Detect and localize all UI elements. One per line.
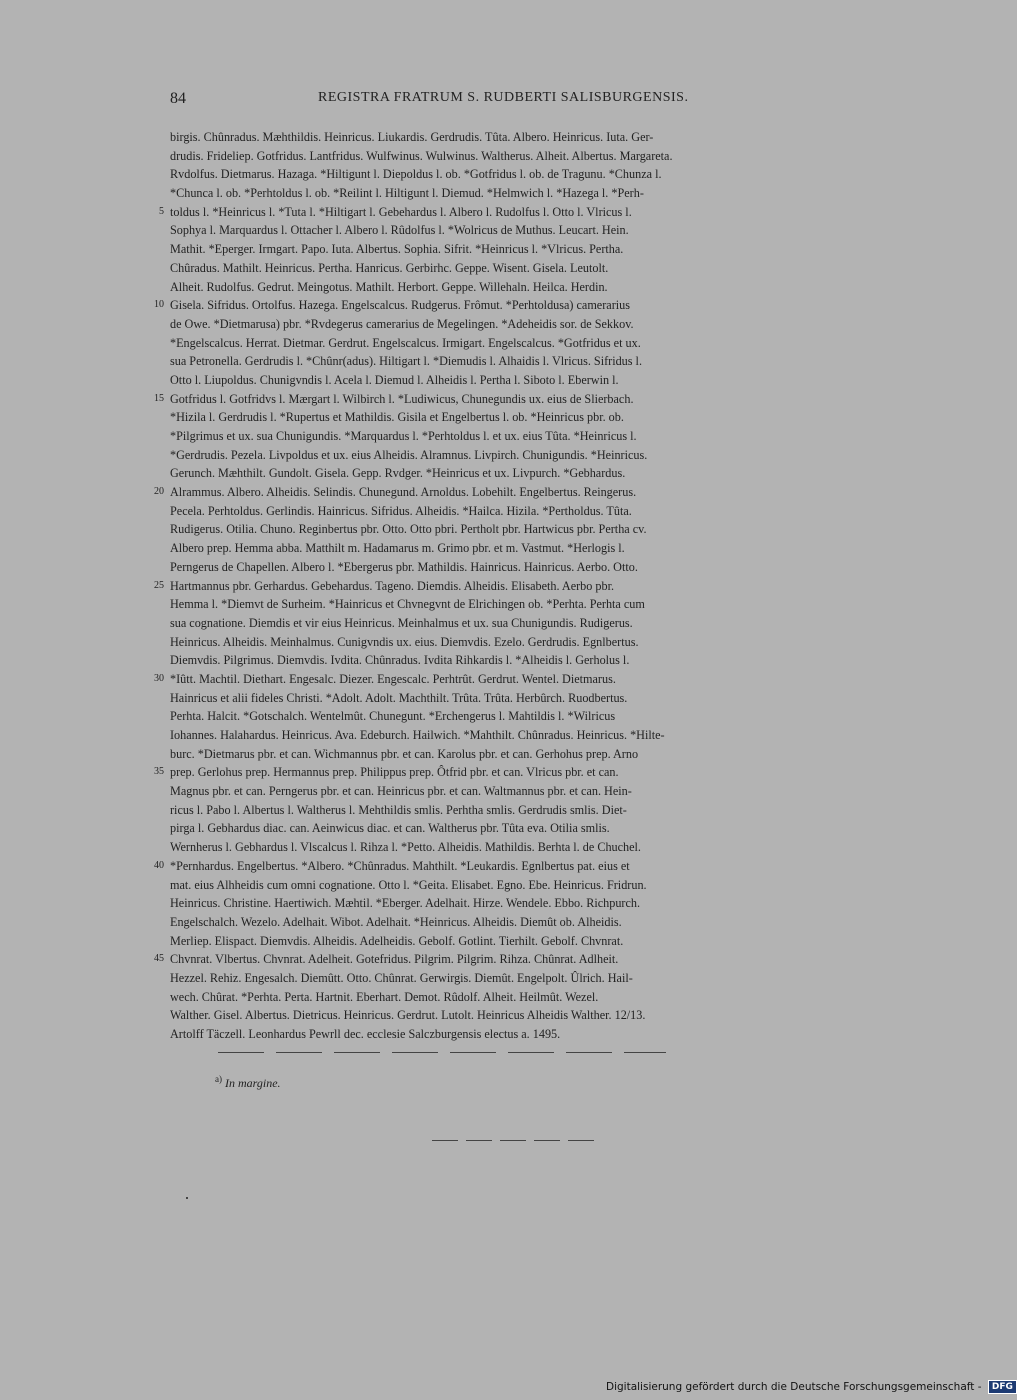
text-line [170, 1025, 880, 1044]
line-text: *Pernhardus. Engelbertus. *Albero. *Chûnradus. Mahthilt. *Leukardis. Egnlbertus pat. eius et [170, 858, 630, 873]
line-number: 25 [154, 579, 164, 591]
credit-text: Digitalisierung gefördert durch die Deutsche Forschungsgemeinschaft - [606, 1381, 982, 1393]
line-text: Heinricus. Christine. Haertiwich. Mæhtil. *Eberger. Adelhait. Hirze. Wendele. Ebbo. Richpurch. [170, 896, 641, 911]
line-text: wech. Chûrat. *Perhta. Perta. Hartnit. Eberhart. Demot. Rûdolf. Alheit. Heilmût. Wezel. [170, 989, 599, 1004]
line-text: Gotfridus l. Gotfridvs l. Mærgart l. Wilbirch l. *Ludiwicus, Chunegundis ux. eius de Slierbach. [170, 391, 634, 406]
line-text: sua cognatione. Diemdis et vir eius Heinricus. Meinhalmus et ux. sua Chunigundis. Rudigerus. [170, 615, 633, 630]
text-line [170, 315, 880, 334]
stray-mark [186, 1197, 188, 1199]
line-text: Hezzel. Rehiz. Engesalch. Diemûtt. Otto. Chûnrat. Gerwirgis. Diemût. Engelpolt. Ûlrich. Hail- [170, 970, 633, 985]
text-line [154, 390, 880, 409]
line-text: *Iûtt. Machtil. Diethart. Engesalc. Diezer. Engescalc. Perhtrût. Gerdrut. Wentel. Dietmarus. [170, 671, 616, 686]
text-line [170, 259, 880, 278]
line-text: *Chunca l. ob. *Perhtoldus l. ob. *Reilint l. Hiltigunt l. Diemud. *Helmwich l. *Hazega l. *Perh- [170, 186, 644, 201]
text-end-rule [218, 1052, 666, 1053]
line-text: Artolff Täczell. Leonhardus Pewrll dec. ecclesie Salczburgensis electus a. 1495. [170, 1027, 561, 1041]
running-title: REGISTRA FRATRUM S. RUDBERTI SALISBURGENSIS. [318, 90, 689, 105]
text-line [154, 577, 880, 596]
text-line [170, 969, 880, 988]
text-line [154, 950, 880, 969]
text-line [170, 464, 880, 483]
line-number: 20 [154, 486, 164, 498]
text-line [170, 689, 880, 708]
line-text: Sophya l. Marquardus l. Ottacher l. Albero l. Rûdolfus l. *Wolricus de Muthus. Leucart. Hein. [170, 223, 629, 238]
page-end-rule [432, 1140, 602, 1141]
text-line [170, 614, 880, 633]
text-line [170, 502, 880, 521]
text-line [170, 539, 880, 558]
line-text: *Pilgrimus et ux. sua Chunigundis. *Marquardus l. *Perhtoldus l. et ux. eius Tûta. *Heinricus l. [170, 429, 637, 443]
text-line [170, 371, 880, 390]
line-text: Gisela. Sifridus. Ortolfus. Hazega. Engelscalcus. Rudgerus. Frômut. *Perhtoldusa) camerarius [170, 298, 630, 313]
text-line [170, 838, 880, 857]
line-text: drudis. Frideliep. Gotfridus. Lantfridus. Wulfwinus. Wulwinus. Waltherus. Alheit. Albertus. Margareta. [170, 148, 673, 163]
footnote [215, 1074, 281, 1091]
text-line [154, 296, 880, 315]
text-line [170, 595, 880, 614]
line-text: mat. eius Alhheidis cum omni cognatione. Otto l. *Geita. Elisabet. Egno. Ebe. Heinricus. Fridrun. [170, 877, 647, 892]
text-line [170, 932, 880, 951]
line-text: Merliep. Elispact. Diemvdis. Alheidis. Adelheidis. Gebolf. Gotlint. Tierhilt. Gebolf. Chvnrat. [170, 933, 624, 948]
line-text: Hainricus et alii fideles Christi. *Adolt. Adolt. Machthilt. Trûta. Trûta. Herbûrch. Ruodbertus. [170, 690, 628, 705]
text-line [170, 352, 880, 371]
line-text: Hemma l. *Diemvt de Surheim. *Hainricus et Chvnegvnt de Elrichingen ob. *Perhta. Perhta cum [170, 597, 645, 612]
line-number: 45 [154, 953, 164, 965]
text-line [170, 745, 880, 764]
line-number: 5 [159, 205, 164, 217]
text-line [170, 221, 880, 240]
text-line [170, 876, 880, 895]
dfg-logo: DFG [988, 1380, 1017, 1394]
text-line [170, 334, 880, 353]
line-number: 40 [154, 859, 164, 871]
line-text: Hartmannus pbr. Gerhardus. Gebehardus. Tageno. Diemdis. Alheidis. Elisabeth. Aerbo pbr. [170, 578, 615, 593]
text-line [170, 240, 880, 259]
text-line [170, 408, 880, 427]
text-line [159, 203, 880, 222]
text-line [170, 278, 880, 297]
line-text: Engelschalch. Wezelo. Adelhait. Wibot. Adelhait. *Heinricus. Alheidis. Diemût ob. Alheidis. [170, 914, 622, 929]
text-line [170, 427, 880, 446]
text-line [170, 782, 880, 801]
text-line [170, 446, 880, 465]
line-text: Chûradus. Mathilt. Heinricus. Pertha. Hanricus. Gerbirhc. Geppe. Wisent. Gisela. Leutolt. [170, 260, 609, 275]
text-line [170, 520, 880, 539]
line-text: de Owe. *Dietmarusa) pbr. *Rvdegerus camerarius de Megelingen. *Adeheidis sor. de Sekkov. [170, 316, 634, 331]
line-text: Chvnrat. Vlbertus. Chvnrat. Adelheit. Gotefridus. Pilgrim. Pilgrim. Rihza. Chûnrat. Adlheit. [170, 952, 619, 967]
line-text: Albero prep. Hemma abba. Matthilt m. Hadamarus m. Grimo pbr. et m. Vastmut. *Herlogis l. [170, 541, 625, 556]
line-text: Gerunch. Mæhthilt. Gundolt. Gisela. Gepp. Rvdger. *Heinricus et ux. Livpurch. *Gebhardus. [170, 466, 626, 481]
line-text: Heinricus. Alheidis. Meinhalmus. Cunigvndis ux. eius. Diemvdis. Ezelo. Gerdrudis. Egnlbertus. [170, 634, 639, 649]
line-text: *Gerdrudis. Pezela. Livpoldus et ux. eius Alheidis. Alramnus. Livpirch. Chunigundis. *Heinricus. [170, 447, 648, 462]
main-text-block [154, 128, 880, 1044]
digitization-credit [606, 1380, 1017, 1394]
line-text: ricus l. Pabo l. Albertus l. Waltherus l. Mehthildis smlis. Perhtha smlis. Gerdrudis smlis. Diet- [170, 802, 627, 817]
line-text: Mathit. *Eperger. Irmgart. Papo. Iuta. Albertus. Sophia. Sifrit. *Heinricus l. *Vlricus. Pertha. [170, 242, 624, 257]
text-line [170, 1006, 880, 1025]
line-number: 10 [154, 299, 164, 311]
line-number: 35 [154, 766, 164, 778]
text-line [170, 913, 880, 932]
text-line [170, 707, 880, 726]
text-line [170, 819, 880, 838]
line-text: toldus l. *Heinricus l. *Tuta l. *Hiltigart l. Gebehardus l. Albero l. Rudolfus l. Otto l. Vlricus l. [170, 204, 632, 219]
line-text: Diemvdis. Pilgrimus. Diemvdis. Ivdita. Chûnradus. Ivdita Rihkardis l. *Alheidis l. Gerholus l. [170, 653, 630, 668]
line-text: Alheit. Rudolfus. Gedrut. Meingotus. Mathilt. Herbort. Geppe. Willehaln. Heilca. Herdin. [170, 279, 608, 294]
page-number: 84 [170, 90, 186, 107]
line-text: birgis. Chûnradus. Mæhthildis. Heinricus. Liukardis. Gerdrudis. Tûta. Albero. Heinricus. Iuta. Ger- [170, 130, 654, 144]
text-line [170, 801, 880, 820]
line-text: Perngerus de Chapellen. Albero l. *Ebergerus pbr. Mathildis. Hainricus. Hainricus. Aerbo. Otto. [170, 559, 638, 574]
line-text: Alrammus. Albero. Alheidis. Selindis. Chunegund. Arnoldus. Lobehilt. Engelbertus. Reingerus. [170, 485, 637, 500]
text-line [170, 726, 880, 745]
footnote-text: In margine. [225, 1076, 281, 1090]
text-line [170, 633, 880, 652]
text-line [170, 184, 880, 203]
line-number: 15 [154, 392, 164, 404]
text-line [170, 128, 880, 147]
text-line [154, 763, 880, 782]
line-text: Perhta. Halcit. *Gotschalch. Wentelmût. Chunegunt. *Erchengerus l. Mahtildis l. *Wilricus [170, 709, 616, 724]
text-line [170, 988, 880, 1007]
line-text: *Engelscalcus. Herrat. Dietmar. Gerdrut. Engelscalcus. Irmigart. Engelscalcus. *Gotfridus et ux. [170, 335, 641, 350]
text-line [170, 165, 880, 184]
footnote-mark: a) [215, 1074, 222, 1084]
line-text: burc. *Dietmarus pbr. et can. Wichmannus pbr. et can. Karolus pbr. et can. Gerhohus prep. Arno [170, 746, 639, 761]
line-text: Iohannes. Halahardus. Heinricus. Ava. Edeburch. Hailwich. *Mahthilt. Chûnradus. Heinricus. *Hilte- [170, 728, 665, 742]
line-text: Walther. Gisel. Albertus. Dietricus. Heinricus. Gerdrut. Lutolt. Heinricus Alheidis Walther. 12/13. [170, 1008, 646, 1023]
text-line [170, 894, 880, 913]
text-line [154, 670, 880, 689]
line-text: sua Petronella. Gerdrudis l. *Chûnr(adus). Hiltigart l. *Diemudis l. Alhaidis l. Vlricus. Sifridus l. [170, 354, 642, 369]
line-text: Wernherus l. Gebhardus l. Vlscalcus l. Rihza l. *Petto. Alheidis. Mathildis. Berhta l. de Chuchel. [170, 840, 641, 855]
line-text: Otto l. Liupoldus. Chunigvndis l. Acela l. Diemud l. Alheidis l. Pertha l. Siboto l. Eberwin l. [170, 372, 619, 387]
text-line [154, 483, 880, 502]
line-text: Magnus pbr. et can. Perngerus pbr. et can. Heinricus pbr. et can. Waltmannus pbr. et can. Hein- [170, 784, 632, 799]
line-text: Rvdolfus. Dietmarus. Hazaga. *Hiltigunt l. Diepoldus l. ob. *Gotfridus l. ob. de Tragunu. *Chunza l. [170, 167, 662, 182]
text-line [154, 857, 880, 876]
line-text: *Hizila l. Gerdrudis l. *Rupertus et Mathildis. Gisila et Engelbertus l. ob. *Heinricus pbr. ob. [170, 410, 624, 425]
line-text: pirga l. Gebhardus diac. can. Aeinwicus diac. et can. Waltherus pbr. Tûta eva. Otilia smlis. [170, 821, 610, 836]
text-line [170, 651, 880, 670]
line-text: Rudigerus. Otilia. Chuno. Reginbertus pbr. Otto. Otto pbri. Pertholt pbr. Hartwicus pbr. Pertha cv. [170, 522, 647, 537]
text-line [170, 147, 880, 166]
line-text: prep. Gerlohus prep. Hermannus prep. Philippus prep. Ôtfrid pbr. et can. Vlricus pbr. et can. [170, 765, 619, 780]
text-line [170, 558, 880, 577]
line-number: 30 [154, 672, 164, 684]
line-text: Pecela. Perhtoldus. Gerlindis. Hainricus. Sifridus. Alheidis. *Hailca. Hizila. *Pertholdus. Tûta. [170, 503, 632, 518]
